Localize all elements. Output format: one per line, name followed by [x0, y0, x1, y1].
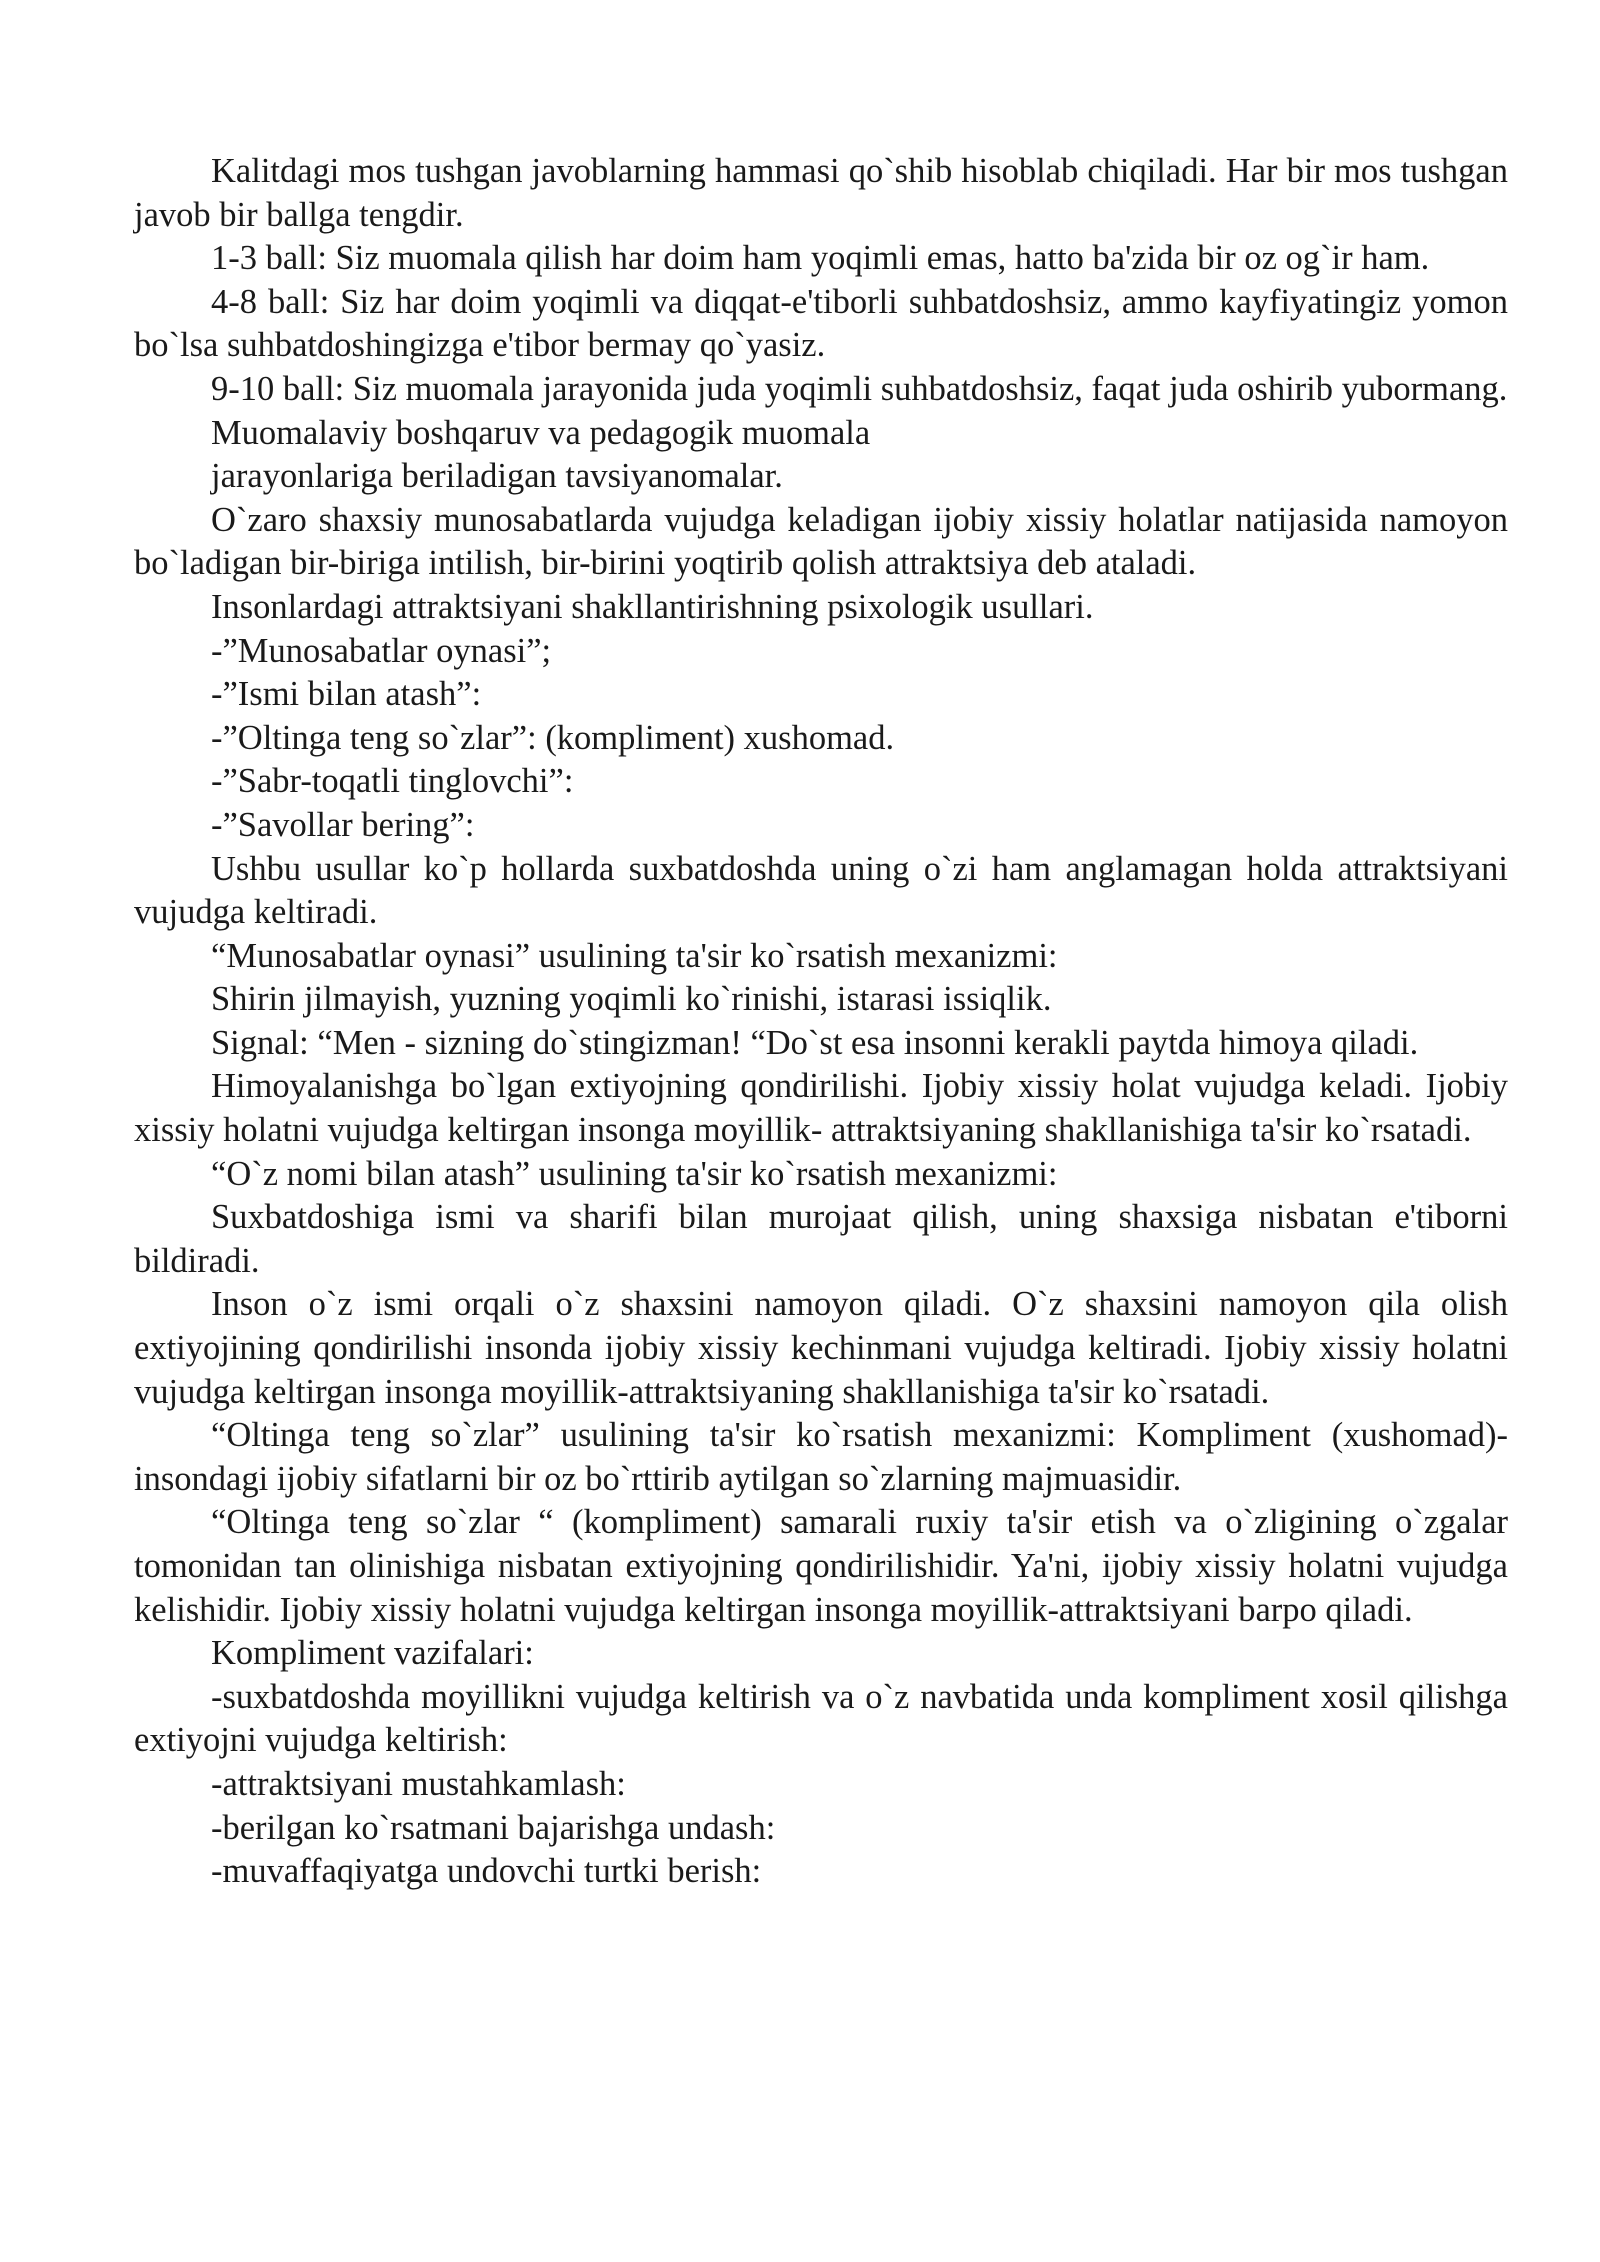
paragraph-attraction-definition: O`zaro shaxsiy munosabatlarda vujudga keladigan ijobiy xissiy holatlar natijasida namoyon bo`ladigan bir-biriga intilish, bir-birini yoqtirib qolish attraktsiya deb ataladi.	[134, 500, 1508, 583]
list-item-method-5: -”Savollar bering”:	[211, 805, 475, 844]
section-heading-line-2: jarayonlariga beriladigan tavsiyanomalar.	[211, 457, 783, 496]
paragraph-methods-heading: Insonlardagi attraktsiyani shakllantirishning psixologik usullari.	[211, 587, 1094, 626]
paragraph-golden-words-effect: “Oltinga teng so`zlar “ (kompliment) samarali ruxiy ta'sir etish va o`zligining o`zgalar tomonidan tan olinishiga nisbatan extiyojning qondirilishidir. Ya'ni, ijobiy xissiy holatni vujudga kelishidir. Ijobiy xissiy holatni vujudga keltirgan insonga moyillik-attraktsiyani barpo qiladi.	[134, 1503, 1508, 1629]
list-item-compliment-task-2: -attraktsiyani mustahkamlash:	[211, 1764, 626, 1803]
list-item-compliment-task-1: -suxbatdoshda moyillikni vujudga keltirish va o`z navbatida unda kompliment xosil qilishga extiyojni vujudga keltirish:	[134, 1677, 1508, 1760]
list-item-method-4: -”Sabr-toqatli tinglovchi”:	[211, 762, 574, 801]
paragraph-compliment-tasks-heading: Kompliment vazifalari:	[211, 1634, 534, 1673]
paragraph-scoring-intro: Kalitdagi mos tushgan javoblarning hammasi qo`shib hisoblab chiqiladi. Har bir mos tushgan javob bir ballga tengdir.	[134, 152, 1508, 234]
list-item-compliment-task-3: -berilgan ko`rsatmani bajarishga undash:	[211, 1808, 776, 1847]
section-heading-line-1: Muomalaviy boshqaruv va pedagogik muomala	[211, 413, 871, 452]
list-item-method-1: -”Munosabatlar oynasi”;	[211, 631, 552, 670]
document-page	[134, 150, 1508, 1894]
list-item-method-3: -”Oltinga teng so`zlar”: (kompliment) xushomad.	[211, 718, 895, 757]
paragraph-mirror-mechanism-heading: “Munosabatlar oynasi” usulining ta'sir ko`rsatish mexanizmi:	[211, 936, 1058, 975]
list-item-method-2: -”Ismi bilan atash”:	[211, 675, 482, 714]
paragraph-name-mechanism-heading: “O`z nomi bilan atash” usulining ta'sir ko`rsatish mexanizmi:	[211, 1154, 1058, 1193]
paragraph-score-4-8: 4-8 ball: Siz har doim yoqimli va diqqat-e'tiborli suhbatdoshsiz, ammo kayfiyatingiz yomon bo`lsa suhbatdoshingizga e'tibor bermay qo`yasiz.	[134, 282, 1508, 365]
paragraph-golden-words-mechanism: “Oltinga teng so`zlar” usulining ta'sir ko`rsatish mexanizmi: Kompliment (xushomad)- insondagi ijobiy sifatlarni bir oz bo`rttirib aytilgan so`zlarning majmuasidir.	[134, 1416, 1508, 1498]
paragraph-name-identity: Inson o`z ismi orqali o`z shaxsini namoyon qiladi. O`z shaxsini namoyon qila olish extiyojining qondirilishi insonda ijobiy xissiy kechinmani vujudga keltiradi. Ijobiy xissiy holatni vujudga keltirgan insonga moyillik-attraktsiyaning shakllanishiga ta'sir ko`rsatadi.	[134, 1285, 1508, 1411]
paragraph-methods-effect: Ushbu usullar ko`p hollarda suxbatdoshda uning o`zi ham anglamagan holda attraktsiyani vujudga keltiradi.	[134, 849, 1508, 932]
list-item-compliment-task-4: -muvaffaqiyatga undovchi turtki berish:	[211, 1852, 762, 1891]
paragraph-score-9-10: 9-10 ball: Siz muomala jarayonida juda yoqimli suhbatdoshsiz, faqat juda oshirib yubormang.	[211, 369, 1508, 408]
paragraph-score-1-3: 1-3 ball: Siz muomala qilish har doim ham yoqimli emas, hatto ba'zida bir oz og`ir ham.	[211, 239, 1430, 278]
paragraph-protection-need: Himoyalanishga bo`lgan extiyojning qondirilishi. Ijobiy xissiy holat vujudga keladi. Ijobiy xissiy holatni vujudga keltirgan insonga moyillik- attraktsiyaning shakllanishiga ta'sir ko`rsatadi.	[134, 1067, 1508, 1150]
paragraph-mirror-signal: Signal: “Men - sizning do`stingizman! “Do`st esa insonni kerakli paytda himoya qiladi.	[211, 1023, 1419, 1062]
paragraph-mirror-smile: Shirin jilmayish, yuzning yoqimli ko`rinishi, istarasi issiqlik.	[211, 980, 1052, 1019]
paragraph-name-address: Suxbatdoshiga ismi va sharifi bilan murojaat qilish, uning shaxsiga nisbatan e'tiborni bildiradi.	[134, 1198, 1508, 1280]
